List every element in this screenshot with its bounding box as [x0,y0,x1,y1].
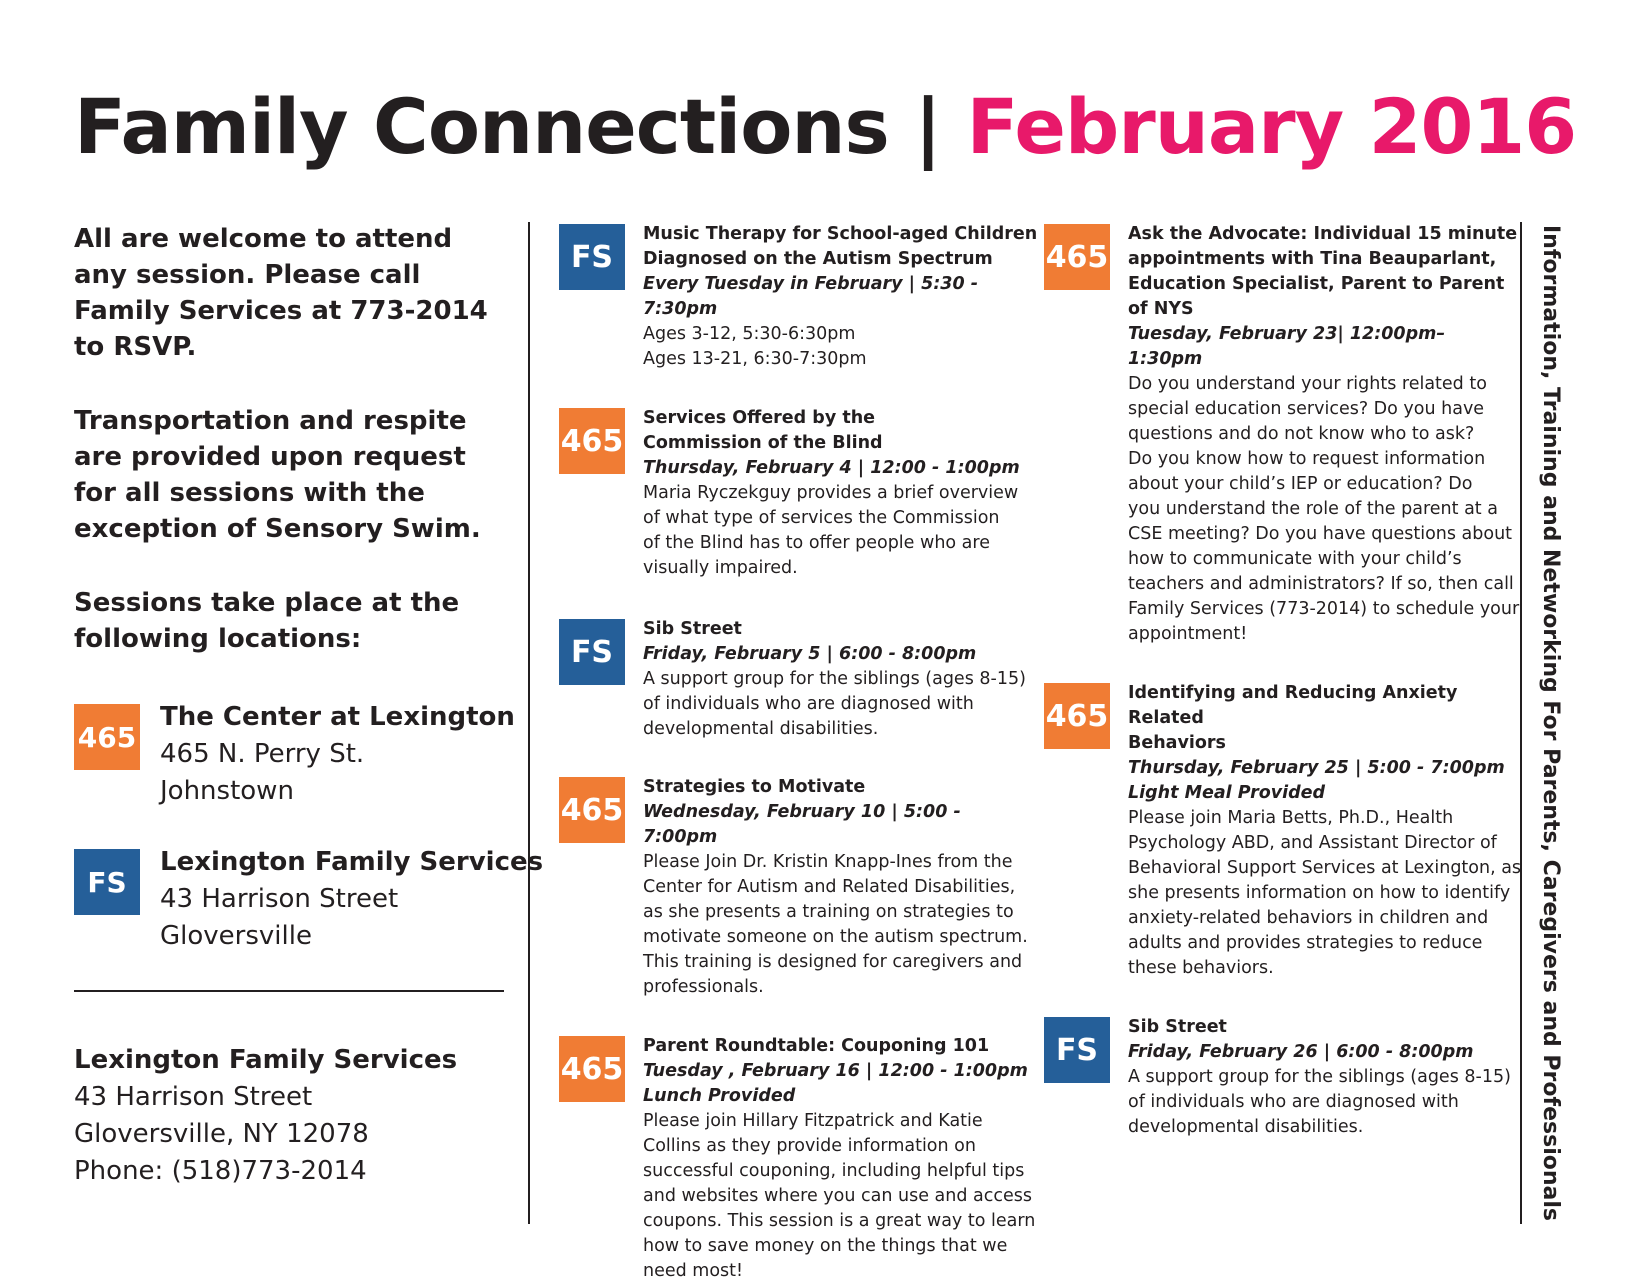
event-title: Music Therapy for School-aged Children Diagnosed on the Autism Spectrum [643,224,1038,269]
event-item [559,775,1039,1000]
event-description: Please join Maria Betts, Ph.D., Health Psychology ABD, and Assistant Director of Behavioral Support Services at Lexington, as she presents information on how to identify anxiety-related behaviors in children and adults and provides strategies to reduce these behaviors. [1128,808,1522,978]
event-title: Services Offered by the Commission of the Blind [643,408,883,453]
event-datetime: Tuesday, February 23| 12:00pm– 1:30pm [1128,324,1446,369]
divider [74,990,504,992]
event-item [559,1034,1039,1284]
contact-block [74,1042,457,1190]
event-datetime: Thursday, February 25 | 5:00 - 7:00pm [1128,758,1505,778]
event-title: Parent Roundtable: Couponing 101 [643,1036,990,1056]
event-description: Ages 3-12, 5:30-6:30pm Ages 13-21, 6:30-7:30pm [643,324,867,369]
event-title: Sib Street [1128,1017,1227,1037]
contact-name: Lexington Family Services [74,1045,458,1075]
location-badge-465: 465 [74,704,140,770]
event-datetime: Friday, February 26 | 6:00 - 8:00pm [1128,1042,1474,1062]
location-fs [74,844,544,989]
intro-locations: Sessions take place at the following locations: [74,588,460,654]
venue-badge: 465 [559,777,625,843]
event-item [1044,681,1524,981]
event-item [1044,222,1524,647]
location-465 [74,699,515,844]
venue-badge: FS [559,619,625,685]
events-column-1 [559,222,1039,1284]
event-datetime: Tuesday , February 16 | 12:00 - 1:00pm [643,1061,1028,1081]
event-item [1044,1015,1524,1140]
event-title: Strategies to Motivate [643,777,866,797]
event-description: A support group for the siblings (ages 8-15) of individuals who are diagnosed with developmental disabilities. [1128,1067,1511,1137]
title-main: Family Connections [74,82,889,171]
title-separator: | [914,82,942,171]
location-city: Johnstown [160,776,294,806]
event-description: Please join Hillary Fitzpatrick and Katie Collins as they provide information on successful couponing, including helpful tips and websites where you can use and access coupons. This session is a great way to learn how to save money on the things that we need most! [643,1111,1036,1281]
contact-address: 43 Harrison Street [74,1082,313,1112]
venue-badge: FS [1044,1017,1110,1083]
intro-rsvp: All are welcome to attend any session. Please call Family Services at 773-2014 to RSVP. [74,224,488,362]
sidebar-tagline: Information, Training and Networking For Parents, Caregivers and Professionals [1538,225,1563,1221]
contact-city: Gloversville, NY 12078 [74,1119,369,1149]
intro-text [74,221,504,657]
location-address: 43 Harrison Street [160,884,399,914]
venue-badge: 465 [559,408,625,474]
event-title: Identifying and Reducing Anxiety Related Behaviors [1128,683,1458,753]
venue-badge: FS [559,224,625,290]
intro-transport: Transportation and respite are provided upon request for all sessions with the exception of Sensory Swim. [74,406,481,544]
event-note: Lunch Provided [643,1086,796,1106]
location-badge-fs: FS [74,849,140,915]
event-note: Light Meal Provided [1128,783,1326,803]
venue-badge: 465 [559,1036,625,1102]
contact-phone: Phone: (518)773-2014 [74,1156,367,1186]
event-description: A support group for the siblings (ages 8-15) of individuals who are diagnosed with developmental disabilities. [643,669,1026,739]
event-item [559,406,1039,581]
event-datetime: Friday, February 5 | 6:00 - 8:00pm [643,644,977,664]
event-datetime: Every Tuesday in February | 5:30 - 7:30pm [643,274,979,319]
event-description: Maria Ryczekguy provides a brief overview of what type of services the Commission of the Blind has to offer people who are visually impaired. [643,483,1019,578]
page-title [74,82,1576,172]
location-name: The Center at Lexington [160,702,515,732]
location-address: 465 N. Perry St. [160,739,365,769]
venue-badge: 465 [1044,224,1110,290]
event-description: Please Join Dr. Kristin Knapp-Ines from the Center for Autism and Related Disabilities, as she presents a training on strategies to motivate someone on the autism spectrum. This training is designed for caregivers and professionals. [643,852,1028,997]
event-title: Sib Street [643,619,742,639]
event-datetime: Thursday, February 4 | 12:00 - 1:00pm [643,458,1020,478]
info-column [74,221,544,989]
location-name: Lexington Family Services [160,847,544,877]
venue-badge: 465 [1044,683,1110,749]
column-divider-left [528,222,530,1224]
event-item [559,617,1039,742]
event-datetime: Wednesday, February 10 | 5:00 - 7:00pm [643,802,961,847]
events-column-2 [1044,222,1524,1140]
location-city: Gloversville [160,921,312,951]
event-item [559,222,1039,372]
event-title: Ask the Advocate: Individual 15 minute appointments with Tina Beauparlant, Education Specialist, Parent to Parent of NYS [1128,224,1518,319]
title-date: February 2016 [966,82,1577,171]
event-description: Do you understand your rights related to special education services? Do you have questions and do not know who to ask? Do you know how to request information about your child’s IEP or education? Do you understand the role of the parent at a CSE meeting? Do you have questions about how to communicate with your child’s teachers and administrators? If so, then call Family Services (773-2014) to schedule your appointment! [1128,374,1520,644]
